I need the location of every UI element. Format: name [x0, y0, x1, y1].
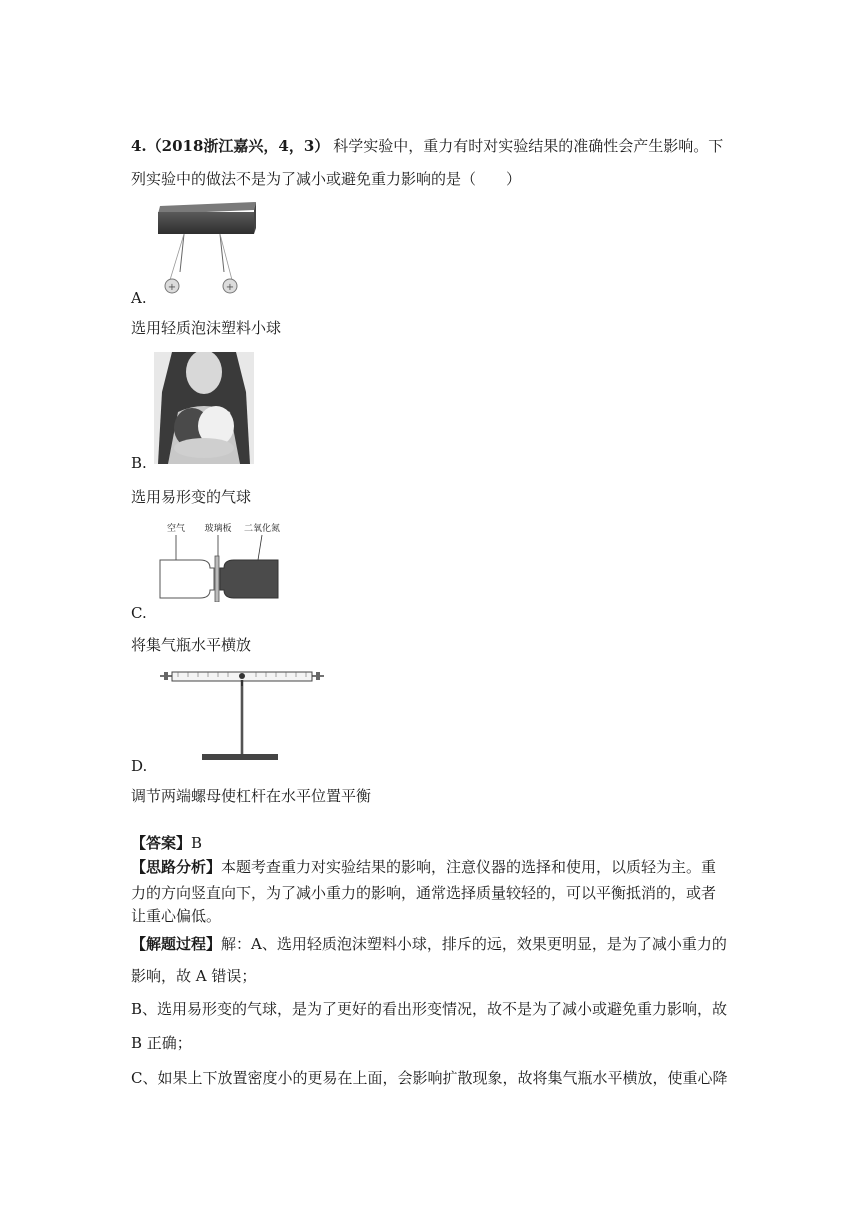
solution-line-5: C、如果上下放置密度小的更易在上面，会影响扩散现象，故将集气瓶水平横放，使重心降	[131, 1069, 728, 1087]
label-nitrogen-dioxide: 二氧化氮	[243, 524, 281, 534]
solution-line-3: B、选用易形变的气球，是为了更好的看出形变情况，故不是为了减小或避免重力影响，故	[131, 1000, 728, 1018]
analysis-line-3: 让重心偏低。	[131, 907, 222, 925]
option-c-letter: C.	[131, 604, 147, 622]
solution-text-1: 解：A、选用轻质泡沫塑料小球，排斥的远，效果更明显，是为了减小重力的	[221, 935, 727, 953]
question-stem-text-1: 科学实验中，重力有时对实验结果的准确性会产生影响。下	[333, 137, 724, 155]
gas-bottles-figure	[152, 518, 292, 602]
analysis-line-2: 力的方向竖直向下，为了减小重力的影响，通常选择质量较轻的，可以平衡抵消的，或者	[131, 884, 717, 902]
solution-line-4: B 正确；	[131, 1034, 192, 1052]
answer-label: 【答案】	[131, 834, 192, 852]
question-stem-line-2: 列实验中的做法不是为了减小或避免重力影响的是（ ）	[131, 170, 522, 188]
analysis-text-1: 本题考查重力对实验结果的影响，注意仪器的选择和使用，以质轻为主。重	[221, 858, 717, 876]
analysis-label: 【思路分析】	[131, 858, 222, 876]
answer-value: B	[191, 834, 203, 852]
question-number: 4.	[131, 137, 147, 155]
option-b-text: 选用易形变的气球	[131, 488, 252, 506]
option-a-text: 选用轻质泡沫塑料小球	[131, 319, 282, 337]
option-d-text: 调节两端螺母使杠杆在水平位置平衡	[131, 787, 372, 805]
option-d-letter: D.	[131, 757, 148, 775]
label-glass-plate: 玻璃板	[204, 524, 232, 534]
question-stem-line-1	[131, 137, 723, 155]
question-source: （2018浙江嘉兴，4，3）	[146, 137, 330, 155]
option-b-letter: B.	[131, 454, 147, 472]
lever-stand-figure	[158, 666, 326, 766]
option-c-text: 将集气瓶水平横放	[131, 636, 252, 654]
analysis-line-1	[131, 858, 716, 876]
answer-line	[131, 834, 202, 852]
option-a-letter: A.	[131, 289, 147, 307]
girl-balloon-photo	[154, 352, 254, 464]
svg-text:+: +	[167, 282, 177, 293]
solution-label: 【解题过程】	[131, 935, 222, 953]
solution-line-2: 影响，故 A 错误；	[131, 967, 257, 985]
solution-line-1	[131, 935, 727, 953]
electroscope-balls-figure	[150, 200, 260, 300]
label-air: 空气	[166, 524, 186, 534]
svg-text:+: +	[225, 282, 235, 293]
